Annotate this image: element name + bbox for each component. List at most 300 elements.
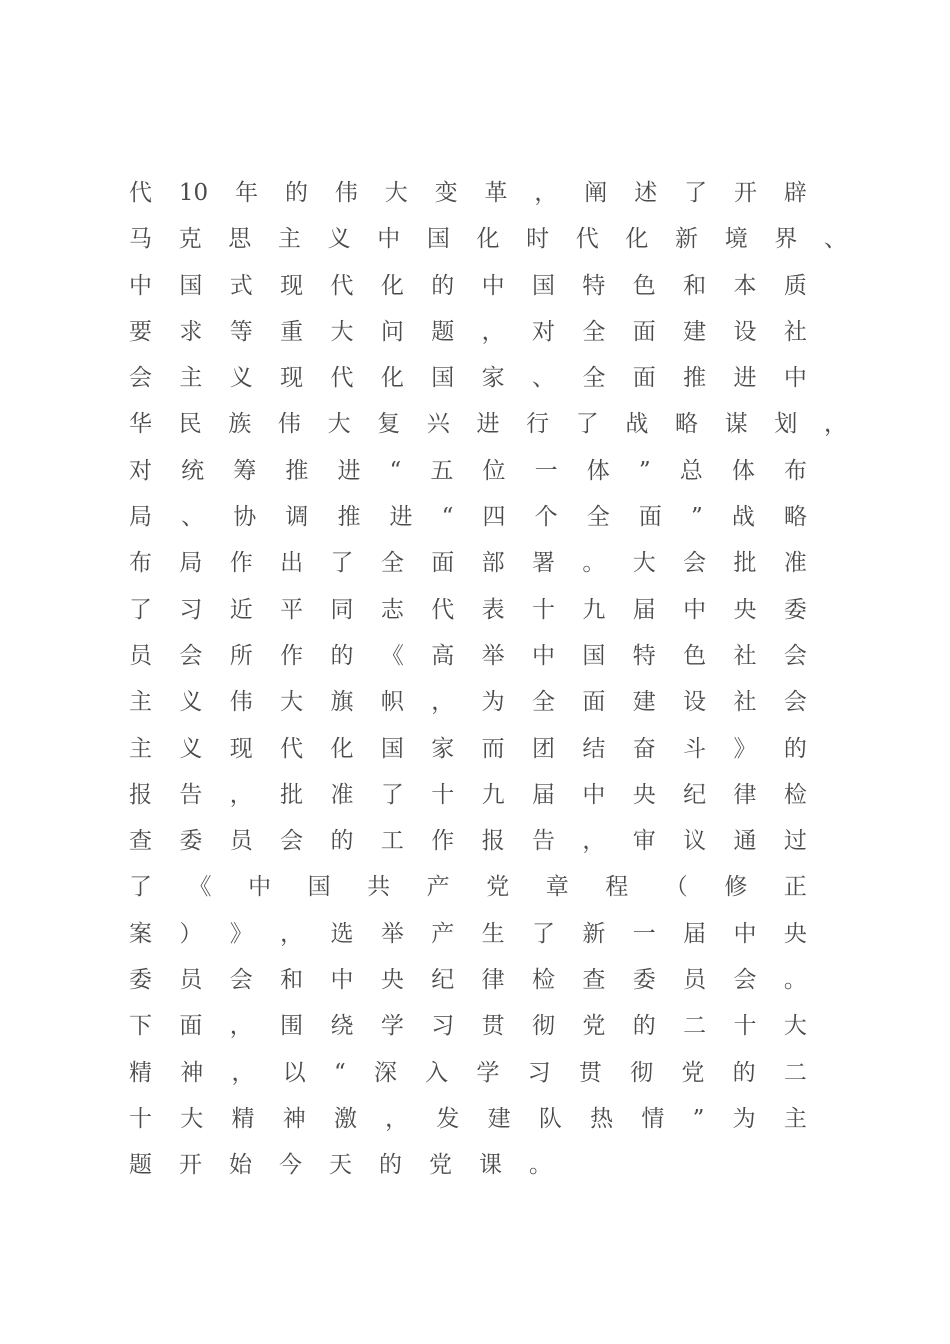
text-line	[129, 1096, 807, 1142]
text-char: 届	[532, 781, 555, 808]
text-char: 境	[724, 226, 748, 253]
text-char: 央	[380, 967, 404, 994]
text-line	[129, 309, 807, 355]
text-char: 主	[129, 735, 152, 762]
text-char: 主	[277, 226, 301, 253]
text-char: 党	[681, 1059, 705, 1086]
text-char: 义	[229, 365, 253, 392]
text-line	[129, 401, 847, 447]
text-char: 国	[307, 874, 331, 901]
text-char: 委	[632, 967, 656, 994]
text-char: 代	[280, 735, 304, 762]
text-char: 贯	[578, 1059, 602, 1086]
text-line	[129, 1003, 807, 1049]
text-char: 的	[632, 1013, 656, 1040]
text-char: 建	[487, 1105, 511, 1132]
text-char: 国	[582, 642, 606, 669]
text-char: 界	[774, 226, 798, 253]
text-char: 对	[532, 318, 555, 345]
text-char: 新	[582, 920, 606, 947]
text-char: 产	[431, 920, 455, 947]
text-char: 问	[380, 318, 404, 345]
text-char: 协	[233, 504, 257, 531]
text-char: 现	[280, 365, 304, 392]
text-char: 、	[181, 504, 205, 531]
text-char: 二	[683, 1013, 707, 1040]
text-char: 委	[179, 828, 203, 855]
text-char: 旗	[330, 689, 354, 716]
text-char: 质	[783, 272, 807, 299]
text-char: ，	[231, 1059, 255, 1086]
text-char: 年	[235, 180, 259, 206]
text-char: 10	[178, 180, 209, 206]
text-char: 纪	[431, 967, 455, 994]
text-char: 义	[179, 735, 203, 762]
text-char: 谋	[724, 411, 748, 438]
text-char: 《	[188, 874, 212, 901]
text-char: 彻	[630, 1059, 654, 1086]
text-char: 。	[529, 1152, 552, 1179]
text-char: 伟	[229, 689, 253, 716]
text-char: 党	[429, 1152, 452, 1179]
text-char: 马	[129, 226, 152, 253]
text-char: 了	[380, 781, 404, 808]
text-char: 了	[129, 596, 152, 623]
text-char: ”	[638, 457, 651, 484]
text-char: 律	[733, 781, 757, 808]
text-char: 热	[590, 1105, 614, 1132]
text-char: 全	[582, 365, 606, 392]
text-char: 辟	[783, 180, 807, 206]
text-line	[129, 1142, 807, 1188]
text-char: 本	[733, 272, 757, 299]
text-char: 激	[333, 1105, 357, 1132]
text-char: 色	[683, 642, 707, 669]
text-char: 会	[280, 828, 304, 855]
text-char: 央	[733, 596, 757, 623]
text-char: 全	[582, 318, 606, 345]
text-line	[129, 726, 807, 772]
text-char: 面	[582, 689, 606, 716]
text-char: 程	[605, 874, 629, 901]
text-char: 会	[229, 967, 253, 994]
text-char: 会	[783, 689, 807, 716]
text-char: 、	[532, 365, 555, 392]
text-char: 对	[129, 457, 152, 484]
text-char: 央	[783, 920, 807, 947]
text-char: 作	[280, 642, 304, 669]
text-char: 查	[582, 967, 606, 994]
text-line	[129, 957, 807, 1003]
text-char: 了	[330, 550, 354, 577]
text-char: 议	[683, 828, 707, 855]
text-char: 主	[783, 1105, 807, 1132]
text-char: 央	[632, 781, 656, 808]
text-char: 国	[426, 226, 450, 253]
text-char: 神	[180, 1059, 204, 1086]
text-char: 团	[532, 735, 555, 762]
text-char: 略	[783, 504, 807, 531]
text-char: 划	[774, 411, 798, 438]
text-char: 《	[380, 642, 404, 669]
text-char: 建	[683, 318, 707, 345]
text-char: 通	[733, 828, 757, 855]
text-char: 员	[129, 642, 152, 669]
text-char: 深	[373, 1059, 397, 1086]
text-char: 十	[431, 781, 455, 808]
text-char: 、	[823, 226, 847, 253]
text-char: 行	[526, 411, 550, 438]
text-char: 代	[129, 180, 152, 206]
text-char: 十	[532, 596, 555, 623]
text-char: 现	[280, 272, 304, 299]
text-char: 四	[482, 504, 506, 531]
text-char: 国	[532, 272, 555, 299]
text-char: 产	[426, 874, 450, 901]
text-char: 开	[733, 180, 757, 206]
text-char: 过	[783, 828, 807, 855]
text-char: 化	[330, 735, 354, 762]
text-char: 中	[582, 781, 606, 808]
text-char: ，	[431, 689, 455, 716]
text-char: 家	[481, 365, 505, 392]
text-char: 克	[178, 226, 202, 253]
text-char: 批	[733, 550, 757, 577]
text-char: 推	[337, 504, 361, 531]
text-char: 精	[129, 1059, 152, 1086]
text-char: 战	[731, 504, 755, 531]
text-char: 伟	[334, 180, 358, 206]
text-char: 的	[330, 828, 354, 855]
text-char: 始	[229, 1152, 252, 1179]
text-char: 体	[731, 457, 755, 484]
text-char: 中	[783, 365, 807, 392]
text-char: 告	[179, 781, 203, 808]
text-char: 大	[330, 318, 354, 345]
text-char: 一	[632, 920, 656, 947]
text-char: 大	[180, 1105, 204, 1132]
text-char: 查	[129, 828, 152, 855]
text-char: 主	[179, 365, 203, 392]
text-char: 化	[625, 226, 649, 253]
text-char: 义	[179, 689, 203, 716]
text-char: 全	[380, 550, 404, 577]
text-char: 局	[129, 504, 152, 531]
text-char: 准	[330, 781, 354, 808]
text-char: 伟	[277, 411, 301, 438]
text-char: 进	[733, 365, 757, 392]
text-line	[129, 263, 807, 309]
text-char: 全	[586, 504, 610, 531]
text-char: 大	[632, 550, 656, 577]
text-char: 进	[389, 504, 413, 531]
text-char: 贯	[481, 1013, 505, 1040]
text-char: 近	[229, 596, 253, 623]
text-char: 面	[638, 504, 662, 531]
text-char: 主	[129, 689, 152, 716]
text-char: 全	[532, 689, 555, 716]
text-char: 复	[377, 411, 401, 438]
text-line	[129, 494, 807, 540]
text-char: “	[441, 504, 454, 531]
text-char: ，	[534, 180, 558, 206]
body-text	[129, 170, 889, 1189]
text-char: 会	[733, 967, 757, 994]
text-char: 开	[179, 1152, 202, 1179]
text-char: 举	[380, 920, 404, 947]
text-char: ”	[692, 1105, 705, 1132]
text-char: 和	[683, 272, 707, 299]
text-char: 了	[129, 874, 152, 901]
text-char: 中	[481, 272, 505, 299]
text-line	[129, 772, 807, 818]
text-char: 社	[733, 689, 757, 716]
text-line	[129, 587, 807, 633]
text-char: 今	[279, 1152, 302, 1179]
text-char: 思	[228, 226, 252, 253]
text-char: 新	[675, 226, 699, 253]
text-char: 面	[632, 318, 656, 345]
text-char: ，	[823, 411, 847, 438]
text-char: 大	[327, 411, 351, 438]
text-char: 彻	[532, 1013, 555, 1040]
text-char: 面	[632, 365, 656, 392]
text-char: “	[333, 1059, 346, 1086]
text-char: 大	[783, 1013, 807, 1040]
text-char: 华	[129, 411, 152, 438]
text-char: 面	[179, 1013, 203, 1040]
text-char: 家	[431, 735, 455, 762]
text-char: 了	[684, 180, 708, 206]
text-char: 结	[582, 735, 606, 762]
text-char: ”	[690, 504, 703, 531]
text-char: 建	[632, 689, 656, 716]
text-char: ，	[229, 1013, 253, 1040]
text-char: 正	[783, 874, 807, 901]
text-char: 二	[783, 1059, 807, 1086]
text-char: “	[389, 457, 402, 484]
text-char: 化	[476, 226, 500, 253]
text-char: 精	[231, 1105, 255, 1132]
text-line	[129, 818, 807, 864]
text-char: 中	[532, 642, 555, 669]
text-char: 的	[284, 180, 308, 206]
text-char: 个	[534, 504, 558, 531]
text-line	[129, 633, 807, 679]
text-char: 作	[431, 828, 455, 855]
text-char: 式	[229, 272, 253, 299]
text-char: 届	[683, 920, 707, 947]
text-char: 委	[783, 596, 807, 623]
text-char: 中	[248, 874, 272, 901]
text-char: 题	[431, 318, 455, 345]
text-char: 的	[379, 1152, 402, 1179]
text-char: 体	[586, 457, 610, 484]
text-char: 表	[481, 596, 505, 623]
text-char: 发	[436, 1105, 460, 1132]
text-char: 委	[129, 967, 152, 994]
text-char: 部	[481, 550, 505, 577]
text-char: 国	[431, 365, 455, 392]
text-char: 绕	[330, 1013, 354, 1040]
text-char: 国	[380, 735, 404, 762]
text-char: ，	[229, 781, 253, 808]
text-char: 同	[330, 596, 354, 623]
text-char: 十	[733, 1013, 757, 1040]
text-char: 作	[229, 550, 253, 577]
text-char: 族	[228, 411, 252, 438]
text-char: 代	[330, 365, 354, 392]
text-char: 特	[582, 272, 606, 299]
text-char: 案	[129, 920, 152, 947]
text-char: 。	[582, 550, 606, 577]
text-char: 设	[683, 689, 707, 716]
text-char: 共	[367, 874, 391, 901]
text-char: 统	[181, 457, 205, 484]
text-char: 五	[430, 457, 454, 484]
text-line	[129, 355, 807, 401]
text-char: 帜	[380, 689, 404, 716]
text-char: 准	[783, 550, 807, 577]
text-char: 述	[634, 180, 658, 206]
text-line	[129, 1050, 807, 1096]
text-char: 中	[330, 967, 354, 994]
text-line	[129, 448, 807, 494]
text-char: 战	[625, 411, 649, 438]
text-char: 要	[129, 318, 152, 345]
text-char: 届	[632, 596, 656, 623]
text-char: 九	[582, 596, 606, 623]
text-char: 化	[380, 365, 404, 392]
text-char: 律	[481, 967, 505, 994]
text-line	[129, 540, 807, 586]
text-char: 修	[724, 874, 748, 901]
text-char: 的	[330, 642, 354, 669]
text-char: 大	[384, 180, 408, 206]
text-char: 天	[329, 1152, 352, 1179]
text-char: 平	[280, 596, 304, 623]
text-char: 奋	[632, 735, 656, 762]
text-char: 志	[380, 596, 404, 623]
text-char: 员	[229, 828, 253, 855]
text-char: 的	[431, 272, 455, 299]
text-char: 化	[380, 272, 404, 299]
text-char: 》	[733, 735, 757, 762]
text-char: 阐	[584, 180, 608, 206]
text-char: 国	[179, 272, 203, 299]
text-char: 章	[545, 874, 569, 901]
text-char: 员	[179, 967, 203, 994]
text-char: 重	[280, 318, 304, 345]
text-char: 了	[532, 920, 555, 947]
text-char: 会	[783, 642, 807, 669]
text-char: 筹	[233, 457, 257, 484]
text-char: 报	[129, 781, 152, 808]
text-char: 课	[479, 1152, 502, 1179]
text-char: 党	[582, 1013, 606, 1040]
text-char: 革	[484, 180, 508, 206]
text-char: 调	[285, 504, 309, 531]
text-char: 设	[733, 318, 757, 345]
text-char: ，	[385, 1105, 409, 1132]
text-line	[129, 911, 807, 957]
text-char: 位	[482, 457, 506, 484]
text-char: 题	[129, 1152, 152, 1179]
text-char: 推	[285, 457, 309, 484]
text-char: 义	[327, 226, 351, 253]
text-char: 一	[534, 457, 558, 484]
text-char: 审	[632, 828, 656, 855]
text-char: 中	[377, 226, 401, 253]
text-char: 代	[431, 596, 455, 623]
text-char: 下	[129, 1013, 152, 1040]
text-char: 特	[632, 642, 656, 669]
text-char: 员	[683, 967, 707, 994]
text-char: 习	[431, 1013, 455, 1040]
text-char: 围	[280, 1013, 304, 1040]
text-char: 兴	[426, 411, 450, 438]
text-char: 报	[481, 828, 505, 855]
text-char: 布	[783, 457, 807, 484]
text-char: 举	[481, 642, 505, 669]
text-char: 代	[330, 272, 354, 299]
text-char: 社	[733, 642, 757, 669]
text-char: 习	[179, 596, 203, 623]
text-char: 的	[783, 735, 807, 762]
text-char: 的	[732, 1059, 756, 1086]
text-line	[129, 216, 847, 262]
text-line	[129, 679, 807, 725]
text-char: 变	[434, 180, 458, 206]
text-char: 》	[229, 920, 253, 947]
text-char: 生	[481, 920, 505, 947]
text-char: 了	[575, 411, 599, 438]
text-char: 习	[527, 1059, 551, 1086]
text-char: 九	[481, 781, 505, 808]
text-char: 民	[178, 411, 202, 438]
text-char: 推	[683, 365, 707, 392]
text-char: 以	[282, 1059, 306, 1086]
text-char: 检	[532, 967, 555, 994]
text-char: （	[664, 874, 688, 901]
text-char: 告	[532, 828, 555, 855]
text-char: 布	[129, 550, 152, 577]
text-char: 中	[733, 920, 757, 947]
text-char: 时	[526, 226, 550, 253]
text-char: 。	[783, 967, 807, 994]
text-char: 纪	[683, 781, 707, 808]
text-char: 局	[179, 550, 203, 577]
text-char: ，	[280, 920, 304, 947]
text-char: 和	[280, 967, 304, 994]
text-char: 十	[129, 1105, 152, 1132]
text-char: 学	[380, 1013, 404, 1040]
text-char: 出	[280, 550, 304, 577]
text-char: 党	[486, 874, 510, 901]
text-char: 为	[732, 1105, 756, 1132]
text-char: 斗	[683, 735, 707, 762]
text-line	[129, 864, 807, 910]
text-char: 会	[129, 365, 152, 392]
text-char: 面	[431, 550, 455, 577]
text-char: 高	[431, 642, 455, 669]
text-char: 神	[282, 1105, 306, 1132]
text-char: 署	[532, 550, 555, 577]
text-char: 进	[476, 411, 500, 438]
text-char: 会	[179, 642, 203, 669]
text-char: 学	[476, 1059, 500, 1086]
text-char: 情	[641, 1105, 665, 1132]
